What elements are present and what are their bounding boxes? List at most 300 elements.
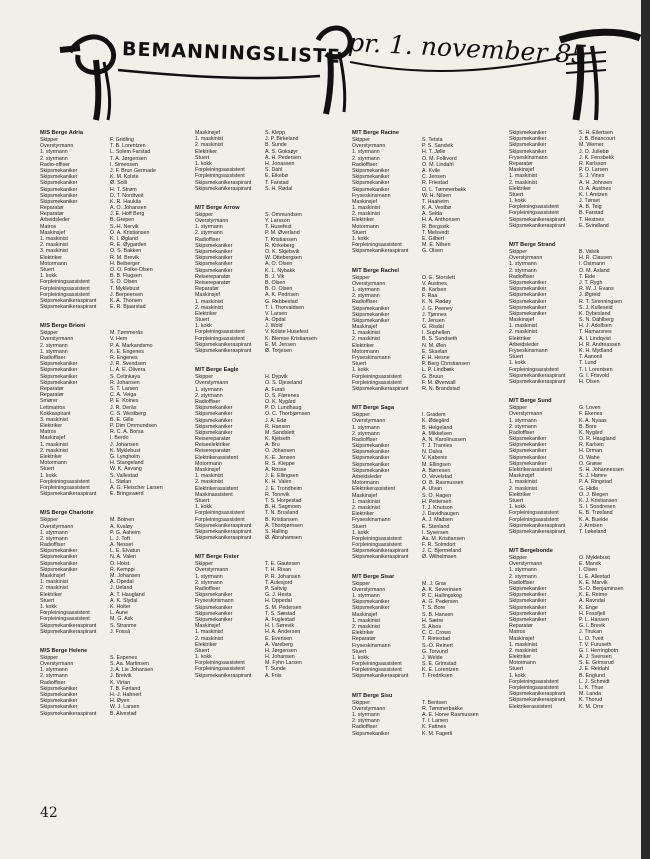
crew-member-name: K. Blemse Kristiansen: [265, 335, 317, 342]
crew-member-name: K. Virtan: [110, 679, 131, 686]
crew-member-name: J. E. Hoff Berg: [110, 211, 145, 218]
crew-role: Forpleiningsassistent: [195, 335, 245, 342]
crew-role: 1. kokk: [40, 273, 57, 280]
crew-role: 1. maskinist: [352, 617, 380, 624]
crew-role: Reparatør: [195, 286, 219, 293]
crew-role: Skipsmekaniker: [195, 604, 233, 611]
crew-role: Forpleiningsassistent: [509, 510, 559, 517]
crew-role: Forpleiningsassistent: [352, 242, 402, 249]
crew-member-name: M. J. Grav: [422, 580, 447, 587]
crew-member-name: S. H. Eilertsen: [579, 130, 613, 136]
crew-member-name: K. H. Mydland: [579, 348, 613, 354]
crew-member-name: Ø. Torjesen: [265, 348, 292, 354]
crew-member-name: O. A. Austnes: [579, 185, 612, 192]
crew-member-name: B. Helgeland: [422, 424, 453, 431]
crew-role: Elektriker: [509, 335, 532, 342]
crew-member-name: E. B. Trøsland: [579, 510, 613, 517]
crew-role: Radioffiser: [352, 299, 378, 306]
ship-name: M/T Berge Strand: [509, 242, 556, 248]
crew-member-name: F. R. Solmdort: [422, 542, 456, 549]
crew-row: [352, 673, 500, 679]
crew-role: Forpleiningsassistent: [509, 678, 559, 685]
crew-role: Skipsmekanikeraspirant: [195, 341, 252, 348]
crew-role: Overstyrmann: [352, 143, 386, 150]
crew-member-name: J. P. Birkeland: [265, 136, 299, 143]
crew-role: Fryseskinsmann: [352, 192, 391, 199]
crew-role: Skipsmekanikeraspirant: [40, 710, 97, 717]
crew-member-name: N. Dalva: [422, 449, 443, 456]
crew-member-name: H. Øyen: [110, 698, 130, 705]
crew-member-name: M. Landa: [579, 691, 602, 698]
crew-member-name: H. Jonassen: [265, 160, 295, 167]
crew-member-name: P. G. Aaheim: [110, 529, 141, 536]
crew-member-name: J. E. Reidahl: [579, 666, 610, 673]
crew-role: Skipsmekanikeraspirant: [195, 672, 252, 679]
crew-role: Overstyrmann: [40, 523, 74, 530]
crew-role: 2. maskinist: [509, 485, 537, 492]
crew-role: Skipsmekaniker: [40, 685, 78, 692]
crew-row: [40, 711, 188, 717]
crew-role: Forpleiningsassistent: [195, 516, 245, 523]
crew-role: 1. styrmann: [40, 667, 68, 674]
crew-role: Skipsmekaniker: [509, 286, 547, 293]
crew-member-name: T. H. Risan: [265, 567, 291, 574]
crew-member-name: S.-O. Reinert: [422, 642, 453, 649]
crew-member-name: K. Myklebust: [110, 447, 141, 454]
page-number: 42: [40, 805, 58, 821]
crew-role: Skipsmekaniker: [509, 454, 547, 461]
crew-role: Skipper: [509, 249, 527, 255]
crew-member-name: I. Suphellen: [422, 330, 450, 337]
crew-member-name: A. O. Johansen: [110, 205, 147, 212]
crew-member-name: S. H. Johannessen: [579, 467, 624, 473]
crew-member-name: G. J. Hesta: [265, 592, 292, 599]
ship-name: M/T Bergebonde: [509, 548, 553, 555]
crew-member-name: Y. Larsson: [265, 218, 290, 225]
ship-name: M/T Berge Rachel: [352, 267, 399, 274]
crew-member-name: M. Fyhn Larsen: [265, 660, 302, 667]
crew-role: Skipsmekaniker: [352, 305, 390, 312]
crew-member-name: O. M. Folkvord: [422, 155, 457, 162]
crew-member-name: C. Jensen: [422, 174, 446, 181]
crew-role: Forpleiningsassistent: [40, 616, 90, 623]
crew-member-name: B. Farstad: [579, 210, 604, 217]
ship-name: M/S Berge Helene: [40, 647, 88, 654]
crew-member-name: H. Olsen: [579, 378, 600, 385]
crew-member-name: K. R. Haukås: [110, 198, 142, 205]
crew-role: 2. maskinist: [509, 179, 537, 186]
crew-role: Maskinassistent: [195, 491, 233, 498]
crew-role: 2. maskinist: [352, 336, 380, 343]
crew-role: 2. styrmann: [40, 155, 68, 162]
crew-member-name: K. Thorud: [579, 697, 603, 704]
crew-role: Forpleiningsassistent: [195, 666, 245, 673]
crew-member-name: S. T. Larsen: [110, 385, 139, 392]
crew-member-name: L. K. Thue: [579, 685, 604, 691]
crew-role: Stuert: [195, 497, 210, 504]
crew-role: Maskinsjef: [195, 467, 221, 473]
crew-member-name: I. Olsen: [579, 567, 598, 574]
crew-role: Arbeidsleder: [40, 217, 70, 224]
crew-member-name: H. Johansen: [265, 654, 295, 661]
crew-member-name: H. Oppedal: [265, 598, 292, 605]
crew-member-name: J. Tørset: [579, 198, 600, 205]
crew-member-name: S. E. Grimstad: [422, 661, 457, 668]
crew-role: Radioffiser: [195, 236, 221, 243]
ship-block: [195, 130, 343, 192]
crew-member-name: K. Kjelseth: [265, 436, 291, 443]
crew-role: Skipsmekanikeraspirant: [40, 622, 97, 629]
crew-role: 3. maskinist: [40, 248, 68, 255]
crew-role: 1. kokk: [509, 504, 526, 511]
crew-role: 1. maskinist: [40, 441, 68, 448]
crew-member-name: I. Simensen: [110, 161, 138, 168]
crew-member-name: L. E. Elvatun: [110, 548, 141, 555]
crew-member-name: J. Wold: [265, 323, 283, 330]
crew-member-name: B. E. Gille: [110, 416, 134, 423]
crew-role: Maskinsjef: [509, 317, 535, 324]
crew-member-name: H. Beiberger: [110, 260, 140, 267]
crew-member-name: B. Englund: [579, 672, 605, 679]
crew-role: 2. styrmann: [352, 718, 380, 725]
crew-member-name: H. R. Andreassen: [579, 341, 621, 348]
crew-member-name: H. R. Clausen: [579, 255, 612, 262]
crew-member-name: S. N. Dahlberg: [579, 317, 614, 324]
crew-role: Skipsmekanikeraspirant: [509, 372, 566, 379]
crew-role: Skipsmekaniker: [509, 136, 547, 143]
crew-member-name: J. Davidhaugen: [422, 511, 459, 518]
crew-role: Reparatør: [40, 205, 64, 212]
crew-member-name: H. Jørgensen: [265, 647, 297, 654]
crew-member-name: M. Ellingsen: [422, 461, 451, 468]
ship-block: [195, 205, 343, 354]
crew-role: 2. maskinist: [195, 304, 223, 311]
crew-member-name: J. A. Lie Johansen: [110, 667, 154, 674]
crew-role: Skipper: [40, 654, 58, 661]
crew-role: Skipsmekanikeraspirant: [509, 522, 566, 529]
crew-role: Skipsmekaniker: [509, 148, 547, 155]
crew-row: [509, 704, 650, 710]
crew-member-name: I. Berdo: [110, 435, 129, 442]
crew-member-name: R. S. Kleppe: [265, 460, 295, 467]
crew-role: Skipsmekaniker: [352, 443, 390, 450]
crew-role: Skipsmekaniker: [40, 367, 78, 374]
ship-name: M/S Berge Brioni: [40, 323, 86, 330]
crew-role: Skipsmekanikeraspirant: [195, 522, 252, 529]
crew-member-name: F. Gridling: [110, 137, 134, 143]
crew-member-name: J. Tirukan: [579, 629, 602, 636]
crew-role: Maskinsjef: [509, 635, 535, 642]
crew-member-name: C. S. Westberg: [110, 410, 146, 417]
crew-role: Skipsmekaniker: [40, 560, 78, 567]
crew-role: Radioffiser: [509, 273, 535, 280]
crew-role: Skipsmekaniker: [352, 174, 390, 181]
crew-member-name: H. Dypvik: [265, 374, 288, 381]
crew-member-name: S. Halling: [265, 528, 288, 535]
crew-role: Stuert: [509, 497, 524, 504]
crew-member-name: J. Welde: [422, 654, 443, 661]
crew-member-name: K. A. Thorsen: [110, 297, 142, 304]
crew-role: Skipsmekanikeraspirant: [352, 248, 409, 255]
crew-member-name: P. O. Lundhaug: [265, 405, 302, 412]
crew-role: Forpleiningsassistent: [40, 484, 90, 491]
crew-member-name: H. A. Anthonsen: [422, 217, 460, 224]
ship-block: [509, 398, 650, 535]
crew-role: Overstyrmann: [352, 705, 386, 712]
crew-member-name: R. E. Øygarden: [110, 242, 147, 249]
crew-role: 1. maskinist: [195, 473, 223, 480]
crew-member-name: A. E. Horve Rasmussen: [422, 712, 479, 718]
crew-member-name: T. Sunde: [265, 666, 286, 673]
crew-role: Overstyrmann: [40, 661, 74, 668]
crew-row: [195, 673, 343, 679]
crew-role: Reparatør: [509, 160, 533, 167]
crew-member-name: K. H. Valen: [265, 479, 292, 486]
crew-member-name: J. Berpeersen: [110, 291, 143, 298]
crew-member-name: A. Kvaløy: [110, 523, 133, 530]
crew-member-name: R. N. Brandstad: [422, 385, 460, 392]
crew-role: Skipsmekaniker: [352, 180, 390, 187]
crew-member-name: J. Fosså: [110, 628, 131, 635]
crew-role: Skipsmekaniker: [40, 554, 78, 561]
crew-role: Skipper: [509, 555, 527, 562]
crew-member-name: K. E. Lorentzen: [422, 667, 459, 674]
crew-role: Forpleiningsassistent: [352, 379, 402, 386]
crew-role: Elektriker: [40, 454, 63, 460]
crew-role: Skipsmekaniker: [195, 429, 233, 436]
crew-member-name: G. Loven: [579, 405, 601, 412]
crew-role: 1. styrmann: [195, 386, 223, 393]
crew-member-name: A. K. Slydal: [110, 597, 138, 604]
crew-member-name: R. Kirkeberg: [265, 242, 295, 249]
ship-name: M/T Berge Eagle: [195, 367, 239, 374]
crew-member-name: F. Ekenes: [579, 411, 603, 418]
crew-role: Skipper: [40, 330, 58, 337]
crew-member-name: B. Sunde: [265, 142, 287, 149]
crew-member-name: S. O. Olsen: [110, 279, 138, 286]
crew-role: Skipsmekanikeraspirant: [195, 535, 252, 542]
crew-role: Kokkaspirant: [40, 410, 71, 417]
ship-block: [352, 693, 500, 737]
crew-member-name: T. S. Horpestad: [265, 497, 302, 504]
crew-member-name: J. Johansen: [110, 441, 139, 448]
crew-role: Reparatør: [40, 211, 64, 218]
crew-member-name: T. Jensen: [422, 317, 445, 324]
crew-role: Skipsmekanikeraspirant: [352, 554, 409, 561]
crew-row: [509, 223, 650, 229]
crew-member-name: T. Fredriksen: [422, 673, 453, 680]
crew-member-name: T. Rimestad: [422, 636, 450, 643]
crew-member-name: J. Arntsen: [579, 522, 603, 529]
crew-role: Elektriker: [509, 185, 532, 192]
crew-role: 1. kokk: [509, 672, 526, 679]
ship-block: [40, 648, 188, 717]
crew-role: Overstyrmann: [195, 380, 229, 387]
crew-row: [509, 379, 650, 385]
crew-member-name: L. J. Schmidt: [579, 678, 610, 685]
crew-member-name: A. K. Severinsen: [422, 586, 462, 593]
crew-member-name: O. M. Åsland: [579, 267, 610, 274]
crew-member-name: R. W. J. Evans: [579, 286, 614, 293]
crew-role: Elektriker: [195, 310, 218, 317]
crew-member-name: S. J. Vines: [579, 173, 605, 180]
crew-role: Arbeidsleder: [352, 474, 382, 480]
crew-member-name: L. E. Allestad: [579, 573, 610, 580]
crew-member-name: S. J. Kulleseid: [579, 304, 613, 311]
crew-member-name: S. E. Grimsrud: [579, 660, 614, 667]
crew-member-name: K. Holter: [110, 603, 131, 610]
crew-member-name: B. S. Sundseth: [422, 336, 458, 343]
crew-role: Skipsmekaniker: [195, 255, 233, 262]
crew-member-name: G. I. Herringbotn: [579, 647, 619, 654]
crew-member-name: O. Johansen: [265, 448, 296, 455]
crew-member-name: B. O. Olsen: [265, 286, 293, 293]
crew-role: Forpleiningsassistent: [195, 660, 245, 667]
crew-member-name: A. K. Pedrisen: [265, 292, 299, 299]
crew-member-name: B. Kristiansen: [265, 516, 298, 523]
crew-role: Forpleiningsassistent: [195, 173, 245, 180]
crew-role: 2. styrmann: [40, 342, 68, 349]
crew-member-name: E. Svindland: [579, 222, 609, 229]
crew-member-name: I. Gradem: [422, 412, 446, 419]
crew-member-name: Ø. Wilhelmsen: [422, 554, 457, 561]
crew-member-name: O. K. Nygård: [265, 398, 296, 405]
crew-member-name: A. H. Johnsen: [579, 179, 613, 186]
crew-role: Motormann: [195, 460, 222, 467]
crew-role: Maskinsjef: [195, 292, 221, 299]
crew-member-name: T. S. Bore: [422, 605, 446, 612]
crew-role: Skipsmekaniker: [352, 467, 390, 474]
crew-role: Skipsmekaniker: [195, 411, 233, 418]
crew-role: Overstyrmann: [195, 567, 229, 574]
crew-member-name: A. Furali: [265, 386, 285, 393]
ship-block: [40, 323, 188, 497]
ship-block: [352, 130, 500, 255]
crew-role: 1. kokk: [195, 160, 212, 167]
crew-role: Skipper: [352, 699, 370, 706]
crew-role: Skipsmekaniker: [509, 304, 547, 311]
crew-member-name: O. B. Rasmussen: [422, 480, 464, 487]
crew-member-name: V. Hem: [110, 336, 128, 343]
crew-role: Elektriker: [509, 491, 532, 498]
crew-member-name: R. Bergsvik: [422, 223, 450, 230]
crew-member-name: O. Hoist: [110, 560, 130, 567]
crew-member-name: D. S. Flørenes: [265, 392, 300, 399]
crew-role: Skipsmekaniker: [509, 460, 547, 467]
crew-role: 2. maskinist: [352, 623, 380, 630]
page-edge: [641, 0, 650, 859]
crew-member-name: B. Olsen: [265, 279, 286, 286]
crew-role: 1. styrmann: [352, 149, 380, 156]
crew-member-name: C. C. Crowo: [422, 630, 451, 637]
crew-role: 2. maskinist: [40, 585, 68, 592]
crew-member-name: F. M. Øverwall: [422, 379, 456, 386]
crew-member-name: T. Hamarsnes: [579, 329, 612, 336]
crew-role: 2. maskinist: [352, 211, 380, 218]
crew-role: Skipsmekanikeraspirant: [40, 304, 97, 311]
crew-role: Skipsmekaniker: [195, 417, 233, 424]
crew-role: Matros: [40, 429, 57, 436]
crew-member-name: R. Tonnvik: [265, 491, 290, 498]
crew-member-name: A. I. Lindqvist: [579, 335, 611, 342]
crew-member-name: M. Sandslett: [265, 429, 295, 436]
crew-role: Skipsmekaniker: [40, 698, 78, 705]
crew-role: Elektriker: [352, 630, 375, 637]
crew-role: 2. styrmann: [40, 535, 68, 542]
crew-role: Skipsmekaniker: [195, 592, 233, 599]
page-title: BEMANNINGSLISTE: [121, 38, 342, 68]
crew-role: Skipsmekaniker: [40, 174, 78, 181]
crew-member-name: A. G. Fleischer Larsen: [110, 484, 163, 491]
crew-member-name: O. Myklebust: [579, 555, 610, 562]
crew-role: Skipsmekaniker: [40, 192, 78, 199]
crew-role: Maskinsjef: [352, 198, 378, 205]
crew-member-name: R. Kemppi: [110, 566, 135, 573]
crew-member-name: P. Berg Christiansen: [422, 361, 470, 368]
crew-role: Reisereparatør: [195, 279, 231, 286]
crew-member-name: A. H. Pedersen: [265, 154, 301, 161]
crew-member-name: O. M. Lindahl: [422, 161, 454, 168]
crew-member-name: E. R. Bjaarstad: [110, 304, 146, 311]
crew-role: Overstyrmann: [195, 218, 229, 225]
crew-role: 1. styrmann: [40, 348, 68, 355]
crew-member-name: T. Aulesjord: [265, 579, 293, 586]
crew-member-name: S. B. Hansen: [422, 611, 454, 618]
crew-member-name: J. G. Peeney: [422, 305, 453, 312]
crew-role: Overstyrmann: [352, 280, 386, 287]
crew-role: Skipsmekaniker: [352, 730, 390, 737]
ship-name: M/T Berge Sisu: [352, 692, 393, 699]
crew-role: Fryseskinsmann: [195, 598, 234, 605]
crew-member-name: P. R. Johansen: [265, 573, 301, 580]
crew-member-name: H. Fossfjell: [579, 610, 606, 617]
crew-role: Overstyrmann: [352, 418, 386, 425]
crew-role: 2. styrmann: [509, 573, 537, 580]
crew-role: Skipsmekaniker: [509, 610, 547, 617]
crew-role: Forpleiningsassistent: [40, 610, 90, 617]
crew-role: Skipsmekaniker: [509, 586, 547, 592]
crew-role: 2. maskinist: [40, 447, 68, 454]
crew-role: Motormann: [352, 348, 379, 355]
crew-member-name: A. Friis: [265, 672, 282, 679]
crew-role: Skipper: [195, 211, 213, 218]
crew-role: Elektriker: [40, 254, 63, 261]
crew-member-name: K. Ødegård: [422, 418, 450, 425]
crew-member-name: T. Eide: [579, 273, 596, 280]
ship-block: [352, 405, 500, 561]
crew-role: Overstyrmann: [509, 411, 543, 418]
crew-role: 2. styrmann: [352, 293, 380, 300]
crew-role: Forpleiningsassistent: [352, 535, 402, 542]
crew-member-name: A. Nesset: [110, 542, 133, 549]
crew-role: Forpleiningsassistent: [40, 478, 90, 485]
crew-role: Skipper: [195, 374, 213, 381]
ship-block: [352, 268, 500, 393]
crew-role: Skipsmekanikeraspirant: [195, 179, 252, 186]
crew-role: Skipsmekaniker: [195, 610, 233, 617]
crew-member-name: T. Hestnes: [579, 216, 605, 223]
crew-role: Forpleiningsassistent: [40, 285, 90, 292]
crew-role: Skipper: [195, 561, 213, 568]
crew-role: Stuert: [40, 466, 55, 473]
crew-member-name: A. Børresen: [422, 467, 451, 474]
crew-role: Skipsmekanikeraspirant: [352, 548, 409, 555]
crew-row: [352, 554, 500, 560]
crew-member-name: J. Ueland: [110, 585, 133, 592]
crew-member-name: H. Pettersen: [422, 498, 452, 505]
crew-role: 2. styrmann: [509, 267, 537, 274]
crew-member-name: F. Raa: [422, 293, 438, 300]
